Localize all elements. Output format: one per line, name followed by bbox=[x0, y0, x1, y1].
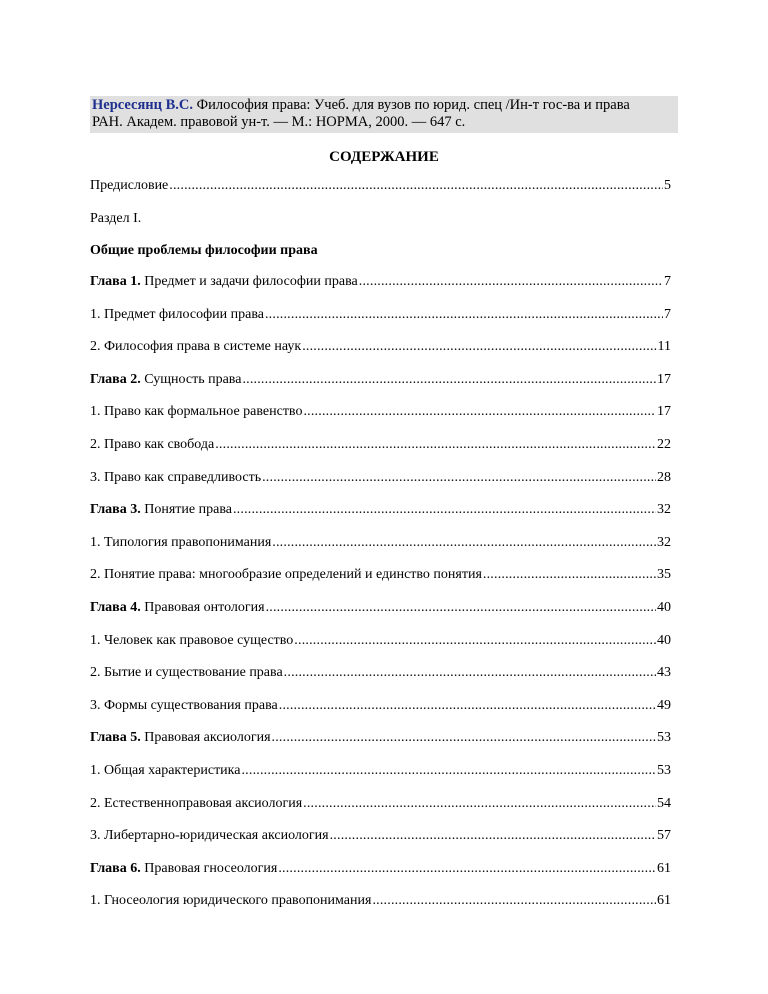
toc-entry-page: 43 bbox=[657, 665, 671, 681]
toc-chapter-entry bbox=[90, 371, 671, 389]
toc-entry-page: 61 bbox=[657, 860, 671, 876]
toc-leader-dots bbox=[169, 177, 663, 195]
toc-subsection-entry bbox=[90, 338, 671, 356]
toc-entry-label bbox=[90, 371, 241, 389]
toc-entry-title: 2. Естественноправовая аксиология bbox=[90, 795, 303, 811]
toc-subsection-entry bbox=[90, 892, 671, 910]
toc-entry-title: Правовая гносеология bbox=[140, 860, 278, 876]
toc-entry-page: 40 bbox=[657, 632, 671, 648]
toc-entry-page: 57 bbox=[657, 828, 671, 844]
bibliographic-citation bbox=[90, 96, 678, 133]
toc-leader-dots bbox=[262, 469, 656, 487]
toc-subsection-entry bbox=[90, 469, 671, 487]
contents-heading: СОДЕРЖАНИЕ bbox=[329, 149, 439, 165]
toc-entry-page: 11 bbox=[657, 339, 671, 355]
toc-subsection-entry bbox=[90, 534, 671, 552]
toc-subsection-entry bbox=[90, 664, 671, 682]
toc-entry-page: 22 bbox=[657, 437, 671, 452]
toc-entry-page: 17 bbox=[657, 404, 671, 420]
citation-text-line2: РАН. Академ. правовой ун-т. — М.: НОРМА, 2000. — 647 с. bbox=[92, 114, 466, 130]
toc-leader-dots bbox=[233, 501, 656, 519]
toc-entry-title: 2. Понятие права: многообразие определений и единство понятия bbox=[90, 567, 482, 583]
toc-leader-dots bbox=[372, 892, 656, 910]
toc-entry-page: 49 bbox=[657, 697, 671, 713]
toc-subsection-entry bbox=[90, 795, 671, 813]
toc-chapter-prefix: Глава 3. bbox=[90, 502, 141, 518]
toc-entry-page: 35 bbox=[657, 567, 671, 583]
toc-entry-label bbox=[90, 729, 271, 747]
toc-chapter-entry bbox=[90, 729, 671, 747]
toc-entry-label bbox=[90, 566, 482, 584]
section-label: Раздел I. bbox=[90, 211, 142, 226]
toc-entry-page: 28 bbox=[657, 469, 671, 485]
toc-entry-page: 32 bbox=[657, 502, 671, 518]
toc-leader-dots bbox=[294, 632, 656, 650]
toc-chapter-entry bbox=[90, 860, 671, 878]
toc-entry-label bbox=[90, 827, 329, 845]
toc-subsection-entry bbox=[90, 306, 671, 324]
toc-entry-label bbox=[90, 338, 301, 356]
toc-subsection-entry bbox=[90, 762, 671, 780]
toc-entry-title: 3. Либертарно-юридическая аксиология bbox=[90, 828, 329, 844]
section-title: Общие проблемы философии права bbox=[90, 243, 318, 258]
toc-entry-title: Понятие права bbox=[140, 502, 232, 518]
toc-entry-title: Правовая аксиология bbox=[140, 730, 271, 746]
toc-entry-title: 2. Бытие и существование права bbox=[90, 665, 283, 681]
toc-entry-title: 1. Право как формальное равенство bbox=[90, 404, 303, 420]
toc-entry-page: 5 bbox=[664, 178, 671, 193]
citation-text-line1: Философия права: Учеб. для вузов по юрид. спец /Ин-т гос-ва и права bbox=[193, 97, 630, 113]
toc-entry-label bbox=[90, 403, 302, 421]
toc-entry-label bbox=[90, 469, 261, 487]
toc-entry-title: 1. Типология правопонимания bbox=[90, 534, 272, 550]
toc-entry-label bbox=[90, 762, 240, 780]
toc-entry-label bbox=[90, 632, 293, 650]
toc-chapter-prefix: Глава 2. bbox=[90, 371, 141, 387]
toc-entry-page: 7 bbox=[664, 274, 671, 289]
toc-subsection-entry bbox=[90, 436, 671, 454]
toc-entry-label bbox=[90, 697, 278, 715]
toc-chapter-prefix: Глава 1. bbox=[90, 274, 141, 289]
toc-entry-title: 2. Право как свобода bbox=[90, 437, 215, 452]
toc-entry-label bbox=[90, 273, 358, 291]
toc-entry-title: Сущность права bbox=[140, 371, 242, 387]
toc-entry-label bbox=[90, 860, 277, 878]
toc-leader-dots bbox=[359, 273, 663, 291]
toc-entry-label bbox=[90, 501, 232, 519]
toc-entry-title: Правовая онтология bbox=[140, 600, 265, 615]
toc-subsection-entry bbox=[90, 827, 671, 845]
toc-leader-dots bbox=[241, 762, 656, 780]
toc-leader-dots bbox=[302, 338, 656, 356]
toc-entry-title: 1. Предмет философии права bbox=[90, 306, 264, 322]
toc-entry-page: 61 bbox=[657, 893, 671, 909]
toc-leader-dots bbox=[272, 534, 656, 552]
toc-entry-preface bbox=[90, 177, 671, 195]
toc-chapter-entry bbox=[90, 273, 671, 291]
toc-subsection-entry bbox=[90, 403, 671, 421]
toc-leader-dots bbox=[303, 795, 656, 813]
toc-leader-dots bbox=[215, 436, 656, 454]
toc-leader-dots bbox=[284, 664, 656, 682]
toc-entry-label bbox=[90, 436, 214, 454]
toc-leader-dots bbox=[272, 729, 656, 747]
toc-leader-dots bbox=[278, 860, 656, 878]
toc-chapter-prefix: Глава 4. bbox=[90, 600, 141, 615]
toc-entry-page: 40 bbox=[657, 600, 671, 615]
toc-entry-page: 32 bbox=[657, 534, 671, 550]
toc-entry-label: Предисловие bbox=[90, 178, 169, 193]
toc-leader-dots bbox=[265, 306, 663, 324]
toc-entry-page: 7 bbox=[664, 306, 671, 322]
toc-chapter-prefix: Глава 6. bbox=[90, 860, 141, 876]
citation-author: Нерсесянц В.С. bbox=[92, 97, 194, 113]
toc-entry-title: 2. Философия права в системе наук bbox=[90, 339, 302, 355]
toc-entry-title: 3. Формы существования права bbox=[90, 697, 278, 713]
toc-leader-dots bbox=[242, 371, 656, 389]
toc-subsection-entry bbox=[90, 566, 671, 584]
toc-entry-label bbox=[90, 664, 283, 682]
toc-entry-label bbox=[90, 599, 265, 617]
toc-entry-label bbox=[90, 892, 371, 910]
toc-leader-dots bbox=[483, 566, 656, 584]
toc-entry-label bbox=[90, 534, 271, 552]
toc-entry-page: 53 bbox=[657, 763, 671, 778]
toc-subsection-entry bbox=[90, 632, 671, 650]
toc-leader-dots bbox=[266, 599, 656, 617]
toc-entry-title: 3. Право как справедливость bbox=[90, 469, 262, 485]
toc-entry-title: 1. Общая характеристика bbox=[90, 763, 241, 778]
toc-leader-dots bbox=[330, 827, 656, 845]
toc-entry-page: 17 bbox=[657, 371, 671, 387]
toc-leader-dots bbox=[279, 697, 656, 715]
toc-entry-page: 54 bbox=[657, 795, 671, 811]
toc-entry-title: 1. Гносеология юридического правопонимания bbox=[90, 893, 372, 909]
toc-chapter-prefix: Глава 5. bbox=[90, 730, 141, 746]
toc-chapter-entry bbox=[90, 501, 671, 519]
toc-chapter-entry bbox=[90, 599, 671, 617]
toc-entry-label bbox=[90, 306, 264, 324]
toc-entry-title: Предмет и задачи философии права bbox=[140, 274, 358, 289]
toc-entry-label bbox=[90, 795, 302, 813]
toc-subsection-entry bbox=[90, 697, 671, 715]
toc-entry-page: 53 bbox=[657, 730, 671, 746]
toc-entry-title: 1. Человек как правовое существо bbox=[90, 632, 294, 648]
toc-leader-dots bbox=[303, 403, 656, 421]
